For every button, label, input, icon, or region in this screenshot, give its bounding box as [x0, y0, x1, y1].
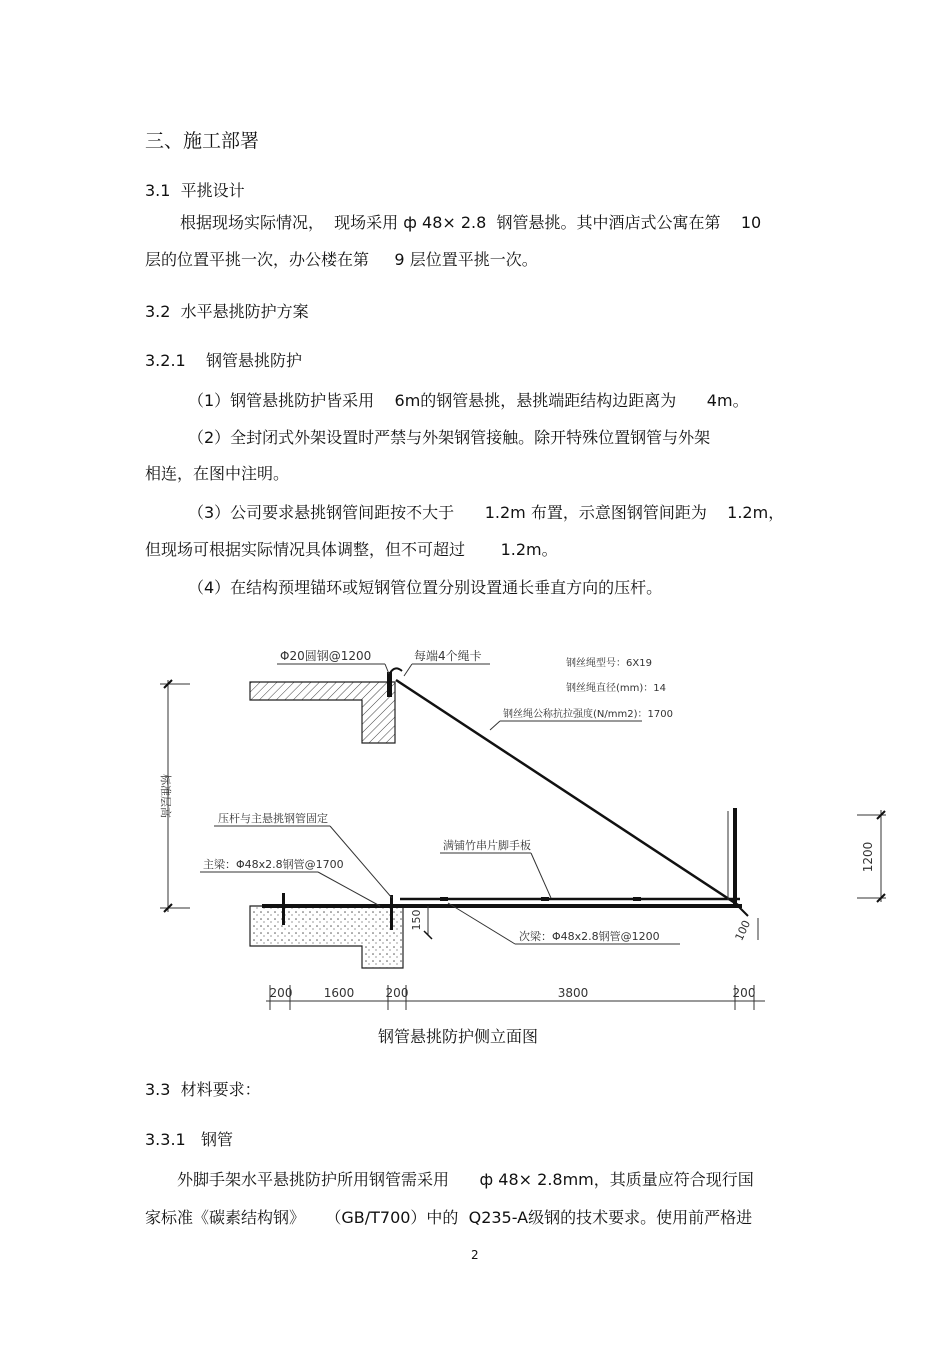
rebar-label: Φ20圆钢@1200: [280, 649, 372, 663]
heading-3-2-1: 3.2.1 钢管悬挑防护: [145, 351, 303, 370]
guard-height-label: 1200: [861, 841, 875, 873]
dim-label-1: 200: [269, 986, 293, 1000]
heading-3-2: 3.2 水平悬挑防护方案: [145, 302, 309, 321]
main-beam-label: 主梁：Φ48x2.8钢管@1700: [203, 858, 344, 871]
anchor-tube-1: [282, 893, 285, 925]
page-number: 2: [471, 1248, 479, 1262]
upper-slab: [250, 668, 402, 743]
rope-strength-label: 钢丝绳公称抗拉强度(N/mm2)：1700: [503, 709, 673, 720]
item-3-line1: （3）公司要求悬挑钢管间距按不大于 1.2m 布置，示意图钢管间距为 1.2m，: [188, 503, 785, 522]
dim-label-2: 1600: [323, 986, 355, 1000]
item-4: （4）在结构预埋锚环或短钢管位置分别设置通长垂直方向的压杆。: [188, 578, 663, 597]
dim-label-4: 3800: [557, 986, 589, 1000]
dim-100-label: 100: [732, 918, 754, 943]
heading-3-1: 3.1 平挑设计: [145, 181, 245, 200]
story-height-label: 标准层高: [159, 774, 172, 818]
anchor-tube-2: [390, 895, 393, 930]
embed-label: 压杆与主悬挑钢管固定: [218, 812, 328, 825]
dim-label-5: 200: [732, 986, 756, 1000]
paragraph-3-1-line2: 层的位置平挑一次，办公楼在第 9 层位置平挑一次。: [145, 250, 538, 269]
figure-caption: 钢管悬挑防护侧立面图: [378, 1027, 539, 1046]
item-2-line1: （2）全封闭式外架设置时严禁与外架钢管接触。除开特殊位置钢管与外架: [188, 428, 711, 447]
rope-type-label: 钢丝绳型号：6X19: [566, 658, 652, 669]
clamp-label: 每端4个绳卡: [414, 649, 482, 663]
secondary-beam-label: 次梁：Φ48x2.8钢管@1200: [519, 930, 660, 943]
board-label: 满铺竹串片脚手板: [443, 839, 531, 852]
paragraph-3-3-1-line1: 外脚手架水平悬挑防护所用钢管需采用 ф 48× 2.8mm，其质量应符合现行国: [177, 1170, 754, 1189]
main-cantilever-tube: [262, 897, 742, 906]
lower-slab: [250, 906, 403, 968]
item-3-line2: 但现场可根据实际情况具体调整，但不可超过 1.2m。: [145, 540, 558, 559]
paragraph-3-1-line1: 根据现场实际情况， 现场采用 ф 48× 2.8 钢管悬挑。其中酒店式公寓在第 10: [180, 213, 762, 232]
item-1: （1）钢管悬挑防护皆采用 6m的钢管悬挑，悬挑端距结构边距离为 4m。: [188, 391, 749, 410]
dim-label-3: 200: [385, 986, 409, 1000]
item-2-line2: 相连，在图中注明。: [145, 464, 290, 483]
heading-3-3: 3.3 材料要求：: [145, 1080, 261, 1099]
rope-diameter-label: 钢丝绳直径(mm)：14: [566, 683, 667, 694]
section-title: 三、施工部署: [145, 130, 260, 152]
paragraph-3-3-1-line2: 家标准《碳素结构钢》 （GB/T700）中的 Q235-A级钢的技术要求。使用前严格进: [145, 1208, 753, 1227]
dim-150-label: 150: [410, 909, 423, 931]
heading-3-3-1: 3.3.1 钢管: [145, 1130, 233, 1149]
